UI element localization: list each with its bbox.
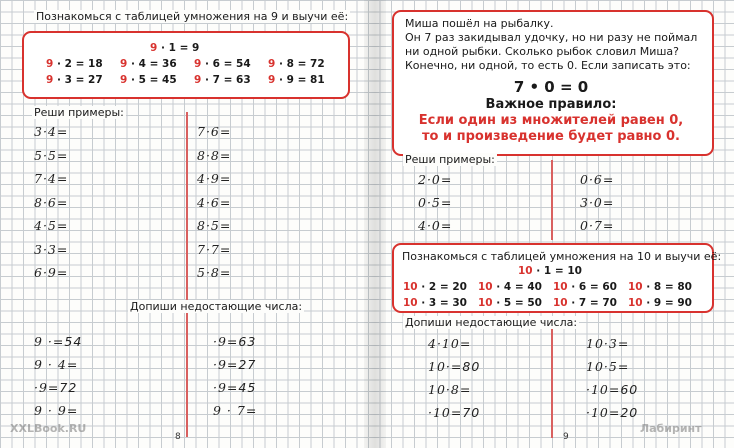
table10-cell — [403, 297, 467, 309]
table10-cell — [553, 297, 617, 309]
table-cell — [268, 74, 325, 86]
example-item: 0·5= — [418, 195, 453, 210]
fill-expression: 9 · 4= — [34, 357, 79, 372]
table-cell — [194, 58, 251, 70]
fill-answer: 45 — [238, 380, 257, 395]
example-item: 8·6= — [34, 194, 69, 210]
fill-item — [586, 336, 629, 351]
table-factor: 10 — [478, 281, 493, 293]
story-line-3: ни одной рыбки. Сколько рыбок словил Миша? — [405, 45, 679, 58]
table-cell — [194, 74, 251, 86]
example-item: 5·5= — [34, 147, 69, 163]
fill-item — [213, 380, 256, 395]
watermark-left: XXLBook.RU — [10, 422, 87, 435]
table10-cell — [553, 281, 617, 293]
table-factor: 9 — [46, 58, 54, 70]
watermark-right: Лабиринт — [640, 422, 702, 435]
example-item: 3·0= — [580, 195, 615, 210]
example-item: 0·6= — [580, 172, 615, 187]
fill-item — [586, 382, 638, 397]
table-factor: 10 — [403, 297, 418, 309]
fill-expression: ·9= — [213, 334, 239, 349]
page-number-8: 8 — [175, 432, 181, 442]
table-product: · 7 = 63 — [201, 74, 251, 86]
table-factor: 10 — [403, 281, 418, 293]
fill-expression: 9 · 9= — [34, 403, 79, 418]
table-factor: 10 — [628, 297, 643, 309]
table-cell — [120, 74, 177, 86]
table-factor: 9 — [46, 74, 54, 86]
right-center-margin-line-top — [551, 160, 553, 240]
example-item: 3·3= — [34, 241, 69, 257]
book-spine — [364, 0, 386, 448]
left-solve-label: Реши примеры: — [34, 106, 124, 119]
table-product: · 6 = 54 — [201, 58, 251, 70]
fill-answer: 70 — [462, 405, 481, 420]
table-factor: 10 — [553, 281, 568, 293]
table-product: · 4 = 36 — [127, 58, 177, 70]
example-item: 8·5= — [197, 218, 232, 233]
table10-cell — [628, 297, 692, 309]
fill-expression: ·10= — [586, 405, 621, 420]
table9-top-row: 9 · 1 = 9 — [150, 42, 200, 54]
table-product: · 5 = 50 — [492, 297, 542, 309]
table-product: · 3 = 27 — [53, 74, 103, 86]
zero-equation: 7 • 0 = 0 — [513, 78, 589, 96]
example-item: 6·9= — [34, 265, 69, 280]
example-item: 7·7= — [197, 241, 232, 257]
fill-item — [213, 334, 256, 349]
fill-expression: ·9= — [213, 357, 239, 372]
table10-cell — [478, 281, 542, 293]
table-cell — [120, 58, 177, 70]
example-item: 0·7= — [580, 218, 615, 233]
fill-expression: 10· — [428, 359, 451, 374]
page-number-9: 9 — [563, 432, 569, 442]
fill-item — [428, 336, 471, 351]
fill-item — [34, 403, 78, 418]
fill-item — [586, 405, 638, 420]
left-fill-label: Допиши недостающие числа: — [130, 300, 303, 313]
table-factor: 10 — [478, 297, 493, 309]
fill-item — [428, 359, 480, 374]
table-cell — [46, 58, 103, 70]
rule-text — [392, 113, 710, 145]
fill-expression: 9 · 7= — [213, 403, 258, 418]
example-item: 7·4= — [34, 171, 69, 186]
example-item: 3·4= — [34, 124, 69, 139]
fill-item — [586, 359, 629, 374]
table-factor: 9 — [120, 74, 128, 86]
table10-top-row: 10 · 1 = 10 — [518, 265, 582, 277]
fill-expression: ·10= — [428, 405, 463, 420]
fill-answer: 20 — [620, 405, 639, 420]
rule-line-2: то и произведение будет равно 0. — [422, 129, 680, 144]
fill-item — [34, 357, 78, 372]
left-center-margin-line — [186, 112, 188, 437]
left-page-heading: Познакомься с таблицей умножения на 9 и выучи её: — [36, 10, 349, 23]
table10-cell — [628, 281, 692, 293]
table-factor: 10 — [628, 281, 643, 293]
fill-answer: =80 — [450, 359, 481, 374]
story-text — [405, 17, 705, 73]
table-product: · 4 = 40 — [492, 281, 542, 293]
fill-item — [34, 334, 82, 349]
example-item: 7·6= — [197, 124, 232, 139]
fill-answer: =54 — [52, 334, 83, 349]
example-item: 4·9= — [197, 171, 232, 186]
fill-expression: 4·10= — [428, 336, 472, 351]
table-factor: 9 — [120, 58, 128, 70]
example-item: 2·0= — [418, 172, 453, 187]
example-item: 8·8= — [197, 147, 232, 163]
table-product: · 8 = 80 — [642, 281, 692, 293]
table-product: · 7 = 70 — [567, 297, 617, 309]
fill-answer: 60 — [620, 382, 639, 397]
fill-expression: 10·5= — [586, 359, 630, 374]
table-product: · 5 = 45 — [127, 74, 177, 86]
table-product: · 3 = 30 — [417, 297, 467, 309]
story-line-4: Конечно, ни одной, то есть 0. Если записать это: — [405, 59, 691, 72]
table-factor: 9 — [194, 58, 202, 70]
table-factor: 10 — [553, 297, 568, 309]
example-item: 4·5= — [34, 218, 69, 233]
right-fill-label: Допиши недостающие числа: — [405, 316, 578, 329]
fill-item — [213, 403, 257, 418]
table-factor: 9 — [268, 74, 276, 86]
table-factor: 9 — [268, 58, 276, 70]
table10-heading: Познакомься с таблицей умножения на 10 и выучи её: — [402, 250, 722, 263]
fill-expression: 10·8= — [428, 382, 472, 397]
table10-cell — [403, 281, 467, 293]
table10-cell — [478, 297, 542, 309]
example-item: 4·6= — [197, 194, 232, 210]
fill-expression: ·10= — [586, 382, 621, 397]
story-line-1: Миша пошёл на рыбалку. — [405, 17, 554, 30]
table-product: · 9 = 90 — [642, 297, 692, 309]
table-cell — [268, 58, 325, 70]
fill-expression: 9 · — [34, 334, 53, 349]
example-item: 4·0= — [418, 218, 453, 233]
table-product: · 2 = 18 — [53, 58, 103, 70]
table-product: · 9 = 81 — [275, 74, 325, 86]
rule-title: Важное правило: — [485, 97, 617, 112]
fill-item — [428, 382, 471, 397]
fill-answer: 72 — [59, 380, 78, 395]
table-product: · 8 = 72 — [275, 58, 325, 70]
example-item: 5·8= — [197, 265, 232, 280]
table-cell — [46, 74, 103, 86]
table-product: · 2 = 20 — [417, 281, 467, 293]
fill-expression: 10·3= — [586, 336, 630, 351]
fill-item — [213, 357, 256, 372]
rule-line-1: Если один из множителей равен 0, — [418, 113, 684, 128]
fill-answer: 27 — [238, 357, 257, 372]
fill-item — [428, 405, 480, 420]
table-factor: 9 — [194, 74, 202, 86]
fill-expression: ·9= — [213, 380, 239, 395]
fill-expression: ·9= — [34, 380, 60, 395]
story-line-2: Он 7 раз закидывал удочку, но ни разу не поймал — [405, 31, 698, 44]
table-product: · 6 = 60 — [567, 281, 617, 293]
right-solve-label: Реши примеры: — [405, 153, 495, 166]
right-center-margin-line-bottom — [551, 326, 553, 438]
fill-answer: 63 — [238, 334, 257, 349]
fill-item — [34, 380, 77, 395]
